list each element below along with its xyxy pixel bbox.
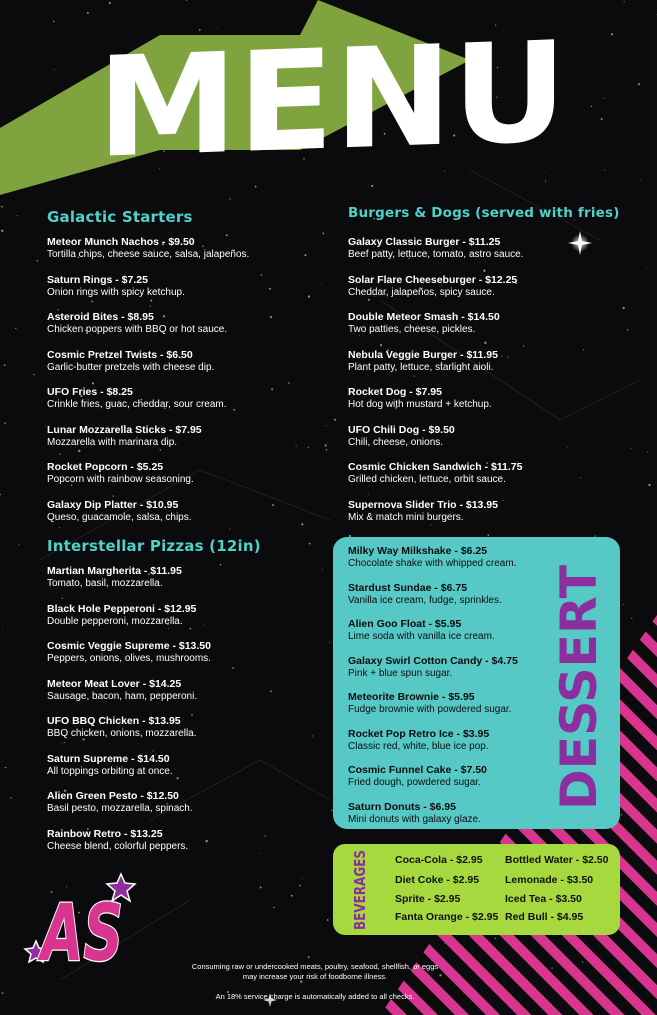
- menu-title-text: MENU: [97, 11, 557, 189]
- pizzas-list: [47, 565, 211, 865]
- menu-item: [47, 715, 211, 741]
- star: [87, 12, 89, 14]
- star: [273, 907, 275, 909]
- menu-item-description: Mozzarella with marinara dip.: [47, 436, 178, 448]
- star: [309, 543, 311, 545]
- menu-item-description: Chocolate shake with whipped cream.: [348, 558, 517, 569]
- logo-text: AS: [36, 889, 124, 979]
- star: [611, 33, 613, 35]
- dessert-title-text: DESSERT: [550, 560, 608, 810]
- menu-item-name: Cosmic Veggie Supreme - $13.50: [47, 640, 211, 652]
- menu-item-name: Stardust Sundae - $6.75: [348, 581, 468, 594]
- beverage-item: Fanta Orange - $2.95: [395, 911, 499, 923]
- star: [638, 83, 640, 85]
- star: [630, 522, 631, 523]
- menu-item-name: Meteorite Brownie - $5.95: [348, 691, 475, 703]
- star: [18, 544, 19, 545]
- starters-list: [47, 236, 249, 536]
- menu-item-description: Tomato, basil, mozzarella.: [47, 578, 163, 589]
- menu-item: [47, 311, 249, 337]
- star: [260, 853, 261, 854]
- menu-item: [47, 565, 211, 591]
- star: [371, 185, 373, 187]
- star: [322, 233, 324, 235]
- menu-item: [47, 499, 249, 525]
- star: [230, 198, 231, 199]
- star: [53, 21, 55, 23]
- star: [640, 180, 641, 181]
- star: [296, 445, 297, 446]
- star: [299, 885, 301, 887]
- menu-item-name: Cosmic Chicken Sandwich - $11.75: [348, 461, 523, 473]
- menu-item-name: Asteroid Bites - $8.95: [47, 311, 154, 323]
- menu-item-name: Milky Way Milkshake - $6.25: [348, 545, 488, 557]
- star: [270, 690, 272, 692]
- menu-item-description: Grilled chicken, lettuce, orbit sauce.: [348, 474, 506, 485]
- beverage-item: Iced Tea - $3.50: [505, 893, 582, 905]
- menu-item-description: Pink + blue spun sugar.: [348, 667, 453, 679]
- star: [646, 268, 647, 269]
- menu-item: [47, 753, 211, 779]
- brand-logo: [22, 868, 142, 978]
- star: [601, 118, 603, 120]
- menu-item: [348, 728, 518, 754]
- menu-item: [47, 678, 211, 704]
- menu-item-name: Saturn Rings - $7.25: [47, 273, 148, 286]
- star: [346, 319, 347, 320]
- star: [580, 477, 581, 478]
- star: [1, 230, 3, 232]
- menu-item-description: Mini donuts with galaxy glaze.: [348, 813, 481, 825]
- menu-item-description: Fudge brownie with powdered sugar.: [348, 704, 512, 715]
- menu-item: [47, 461, 249, 487]
- star: [326, 449, 328, 451]
- star: [647, 452, 648, 453]
- star: [308, 295, 310, 297]
- star: [264, 835, 265, 836]
- star: [270, 316, 272, 318]
- menu-item: [47, 236, 249, 262]
- menu-item-description: Basil pesto, mozzarella, spinach.: [47, 803, 193, 814]
- star: [220, 564, 222, 566]
- menu-item: [348, 499, 523, 525]
- menu-item-description: All toppings orbiting at once.: [47, 765, 173, 777]
- beverage-item: Coca-Cola - $2.95: [395, 854, 483, 866]
- menu-item: [47, 640, 211, 666]
- menu-item-description: Popcorn with rainbow seasoning.: [47, 474, 194, 485]
- menu-item: [348, 618, 518, 644]
- beverage-item: Bottled Water - $2.50: [505, 854, 609, 866]
- menu-item: [348, 386, 523, 412]
- menu-item: [348, 691, 518, 717]
- menu-item-name: Martian Margherita - $11.95: [47, 565, 182, 577]
- star: [302, 878, 303, 879]
- menu-item-name: Rocket Popcorn - $5.25: [47, 461, 164, 473]
- service-charge-notice: An 18% service charge is automatically added to all checks.: [215, 992, 415, 1001]
- star: [54, 69, 55, 70]
- star: [591, 106, 592, 107]
- star: [272, 504, 274, 506]
- dessert-list: [348, 545, 518, 837]
- menu-item: [47, 424, 249, 450]
- star: [255, 186, 257, 188]
- menu-item-description: Cheddar, jalapeños, spicy sauce.: [348, 286, 495, 298]
- star: [4, 364, 6, 366]
- menu-item-name: Lunar Mozzarella Sticks - $7.95: [47, 423, 202, 436]
- star: [329, 642, 330, 643]
- star: [260, 887, 262, 889]
- star: [623, 604, 624, 605]
- star: [583, 349, 584, 350]
- menu-item-description: Beef patty, lettuce, tomato, astro sauce.: [348, 249, 524, 260]
- menu-item: [47, 386, 249, 412]
- star: [10, 803, 11, 804]
- star: [4, 422, 6, 424]
- menu-item-description: Onion rings with spicy ketchup.: [47, 286, 185, 298]
- star: [627, 329, 628, 330]
- menu-item-name: UFO BBQ Chicken - $13.95: [47, 715, 181, 727]
- star: [269, 288, 271, 290]
- beverage-item: Red Bull - $4.95: [505, 911, 584, 923]
- menu-item: [47, 603, 211, 629]
- beverages-title: [345, 829, 371, 932]
- star: [37, 260, 39, 262]
- menu-item-name: Cosmic Funnel Cake - $7.50: [348, 764, 487, 776]
- notice-line: may increase your risk of foodborne illness.: [242, 971, 388, 981]
- menu-item-description: Double pepperoni, mozzarella.: [47, 615, 183, 627]
- star: [631, 618, 632, 619]
- star: [301, 523, 303, 525]
- star: [322, 569, 323, 570]
- menu-item-description: Cheese blend, colorful peppers.: [47, 840, 189, 852]
- beverage-item: Sprite - $2.95: [395, 893, 461, 905]
- star: [327, 919, 329, 921]
- notice-line: Consuming raw or undercooked meats, poultry, seafood, shellfish, or eggs: [191, 962, 439, 971]
- star: [17, 215, 18, 216]
- menu-item: [47, 790, 211, 816]
- star: [308, 447, 309, 448]
- section-title-pizzas: Interstellar Pizzas (12in): [47, 537, 261, 555]
- menu-item-name: Galaxy Swirl Cotton Candy - $4.75: [348, 654, 518, 667]
- star: [271, 388, 273, 390]
- menu-item-description: Two patties, cheese, pickles.: [348, 324, 476, 335]
- menu-item-name: Meteor Meat Lover - $14.25: [47, 677, 182, 690]
- menu-item-description: Hot dog with mustard + ketchup.: [348, 399, 492, 410]
- section-title-starters: Galactic Starters: [47, 208, 193, 226]
- star: [232, 667, 234, 669]
- star: [45, 425, 46, 426]
- star: [545, 180, 546, 181]
- star: [656, 14, 657, 15]
- menu-item: [348, 424, 523, 450]
- menu-item-description: BBQ chicken, onions, mozzarella.: [47, 728, 197, 739]
- star: [567, 447, 568, 448]
- section-title-burgers: Burgers & Dogs (served with fries): [348, 205, 620, 221]
- menu-item-description: Sausage, bacon, ham, pepperoni.: [47, 690, 198, 702]
- menu-item-name: Double Meteor Smash - $14.50: [348, 311, 500, 323]
- menu-item-name: Cosmic Pretzel Twists - $6.50: [47, 348, 193, 361]
- beverage-item: Diet Coke - $2.95: [395, 874, 480, 886]
- menu-item-description: Tortilla chips, cheese sauce, salsa, jalapeños.: [47, 249, 250, 260]
- menu-item-name: Saturn Supreme - $14.50: [47, 752, 170, 765]
- menu-item: [348, 545, 518, 571]
- menu-item-name: Black Hole Pepperoni - $12.95: [47, 602, 197, 615]
- menu-item-name: Solar Flare Cheeseburger - $12.25: [348, 273, 518, 286]
- star: [326, 425, 327, 426]
- menu-item: [348, 274, 523, 300]
- menu-item-name: Rocket Dog - $7.95: [348, 386, 442, 398]
- menu-item-name: UFO Chili Dog - $9.50: [348, 423, 455, 436]
- star: [288, 382, 290, 384]
- star: [304, 254, 306, 256]
- menu-item-name: Supernova Slider Trio - $13.95: [348, 498, 498, 511]
- menu-item: [348, 349, 523, 375]
- menu-item-name: Alien Green Pesto - $12.50: [47, 790, 179, 802]
- menu-item-description: Chili, cheese, onions.: [348, 436, 444, 448]
- menu-item-name: Galaxy Dip Platter - $10.95: [47, 498, 179, 511]
- menu-item-description: Queso, guacamole, salsa, chips.: [47, 511, 192, 523]
- menu-item-description: Chicken poppers with BBQ or hot sauce.: [47, 324, 228, 335]
- star: [334, 419, 336, 421]
- menu-item: [47, 828, 211, 854]
- star: [10, 797, 11, 798]
- star: [648, 484, 650, 486]
- menu-item-name: Nebula Veggie Burger - $11.95: [348, 348, 498, 361]
- menu-item-description: Vanilla ice cream, fudge, sprinkles.: [348, 594, 502, 606]
- star: [623, 307, 625, 309]
- star: [320, 283, 321, 284]
- star: [588, 268, 589, 269]
- star: [15, 328, 16, 329]
- menu-item-description: Mix & match mini burgers.: [348, 511, 464, 523]
- star: [2, 992, 4, 994]
- menu-title: [92, 11, 572, 189]
- star: [1, 206, 3, 208]
- star: [604, 170, 605, 171]
- star: [5, 767, 6, 768]
- menu-item: [348, 461, 523, 487]
- star: [325, 444, 327, 446]
- menu-item: [348, 311, 523, 337]
- menu-item-description: Garlic-butter pretzels with cheese dip.: [47, 361, 215, 373]
- star: [109, 2, 111, 4]
- menu-item-description: Plant patty, lettuce, starlight aioli.: [348, 361, 494, 373]
- menu-item: [348, 655, 518, 681]
- menu-item-description: Fried dough, powdered sugar.: [348, 777, 481, 788]
- star: [308, 956, 310, 958]
- menu-item: [47, 349, 249, 375]
- star: [312, 735, 313, 736]
- menu-item: [348, 764, 518, 790]
- menu-item-name: Rainbow Retro - $13.25: [47, 827, 163, 840]
- star: [603, 98, 604, 99]
- star: [33, 374, 34, 375]
- star: [631, 448, 632, 449]
- star: [261, 274, 263, 276]
- menu-item-description: Crinkle fries, guac, cheddar, sour cream.: [47, 399, 227, 410]
- star: [624, 1, 625, 2]
- menu-item-name: UFO Fries - $8.25: [47, 386, 133, 398]
- menu-item-description: Peppers, onions, olives, mushrooms.: [47, 653, 211, 664]
- dessert-title: [550, 560, 608, 815]
- menu-item: [348, 582, 518, 608]
- menu-item-description: Lime soda with vanilla ice cream.: [348, 631, 495, 642]
- menu-item-name: Meteor Munch Nachos - $9.50: [47, 236, 195, 248]
- menu-item-name: Saturn Donuts - $6.95: [348, 800, 456, 813]
- allergy-notice: [150, 962, 480, 981]
- menu-item: [348, 801, 518, 827]
- beverage-item: Lemonade - $3.50: [505, 874, 594, 886]
- menu-item-description: Classic red, white, blue ice pop.: [348, 740, 489, 752]
- star: [2, 629, 3, 630]
- menu-item: [348, 236, 523, 262]
- menu-item-name: Alien Goo Float - $5.95: [348, 618, 462, 630]
- menu-item-name: Rocket Pop Retro Ice - $3.95: [348, 727, 490, 740]
- beverages-title-text: BEVERAGES: [351, 829, 369, 930]
- star: [291, 895, 293, 897]
- menu-item-name: Galaxy Classic Burger - $11.25: [348, 236, 501, 248]
- burgers-list: [348, 236, 523, 536]
- menu-item: [47, 274, 249, 300]
